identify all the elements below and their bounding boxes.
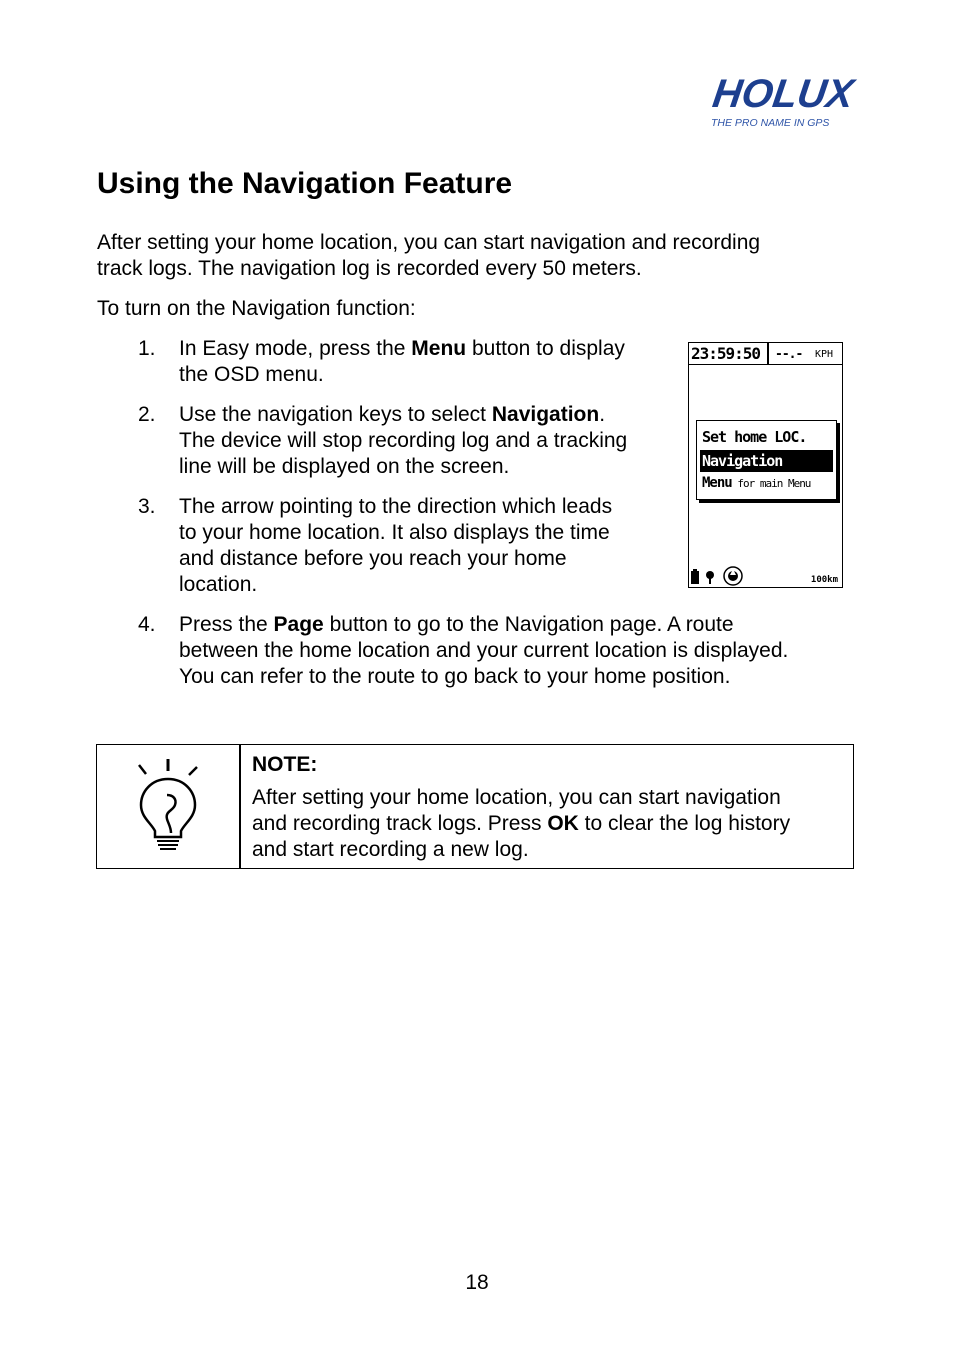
- device-time: 23:59:50: [691, 344, 761, 363]
- menu-item-main-menu-small: for main Menu: [731, 477, 811, 490]
- step-text-pre: In Easy mode, press the: [179, 337, 412, 360]
- step-number: 4.: [138, 613, 156, 636]
- note-line-2-post: to clear the log history: [578, 812, 791, 835]
- device-speed: --.-: [775, 347, 803, 362]
- note-line-3: and start recording a new log.: [252, 838, 529, 861]
- menu-item-navigation[interactable]: Navigation: [700, 450, 833, 472]
- compass-icon: [724, 567, 742, 585]
- page-number: 18: [465, 1271, 489, 1294]
- step-number: 3.: [138, 495, 156, 518]
- intro-line-2: track logs. The navigation log is recorded every 50 meters.: [97, 257, 642, 280]
- step-text-line2: to your home location. It also displays the time: [179, 521, 610, 544]
- menu-item-set-home[interactable]: Set home LOC.: [702, 428, 807, 446]
- device-osd-menu: [696, 420, 837, 500]
- map-scale: 100km: [810, 575, 838, 585]
- menu-keyword: Menu: [411, 337, 467, 360]
- menu-item-main-menu-bold: Menu: [702, 475, 732, 491]
- note-line-2-pre: and recording track logs. Press: [252, 812, 548, 835]
- step-text: [179, 402, 679, 480]
- note-box: [96, 744, 854, 869]
- step-text-post: button to go to the Navigation page. A route: [323, 613, 734, 636]
- step-text-post: button to display: [466, 337, 625, 360]
- step-text-line2: between the home location and your current location is displayed.: [179, 639, 789, 662]
- step-text-line3: You can refer to the route to go back to your home position.: [179, 665, 731, 688]
- intro-line-1: After setting your home location, you can start navigation and recording: [97, 231, 761, 254]
- step-text-line3: and distance before you reach your home: [179, 547, 567, 570]
- ok-keyword: OK: [547, 812, 579, 835]
- step-text: [179, 336, 679, 388]
- device-bottom-bar: [689, 565, 842, 587]
- device-status-icons: [689, 565, 749, 587]
- holux-logo: [705, 72, 857, 142]
- satellite-icon: [706, 571, 714, 584]
- note-line-1: After setting your home location, you can start navigation: [252, 786, 781, 809]
- device-speed-unit: KPH: [815, 349, 834, 360]
- status-divider: [767, 343, 769, 364]
- battery-icon: [691, 569, 699, 584]
- note-title: NOTE:: [252, 753, 318, 776]
- step-text-pre: Press the: [179, 613, 274, 636]
- note-divider: [239, 745, 241, 868]
- step-text-line2: the OSD menu.: [179, 363, 324, 386]
- step-text: [179, 612, 859, 690]
- device-screen: [688, 342, 843, 588]
- intro-paragraph: [97, 230, 760, 282]
- step-text-line3: line will be displayed on the screen.: [179, 455, 510, 478]
- navigation-keyword: Navigation: [491, 403, 600, 426]
- page-keyword: Page: [273, 613, 324, 636]
- step-text-post: .: [599, 403, 606, 426]
- logo-tagline: THE PRO NAME IN GPS: [711, 117, 830, 129]
- page-title: Using the Navigation Feature: [97, 167, 513, 200]
- device-status-bar: [689, 343, 842, 365]
- step-number: 1.: [138, 337, 156, 360]
- step-text-line1: The arrow pointing to the direction which leads: [179, 495, 613, 518]
- lightbulb-icon: [133, 757, 203, 857]
- logo-brand: HOLUX: [709, 72, 857, 116]
- note-text: [252, 785, 847, 863]
- step-text: [179, 494, 679, 598]
- step-text-line2: The device will stop recording log and a tracking: [179, 429, 628, 452]
- lead-text: To turn on the Navigation function:: [97, 297, 416, 320]
- menu-item-main-menu[interactable]: [700, 472, 833, 494]
- step-number: 2.: [138, 403, 156, 426]
- step-text-pre: Use the navigation keys to select: [179, 403, 492, 426]
- step-text-line4: location.: [179, 573, 258, 596]
